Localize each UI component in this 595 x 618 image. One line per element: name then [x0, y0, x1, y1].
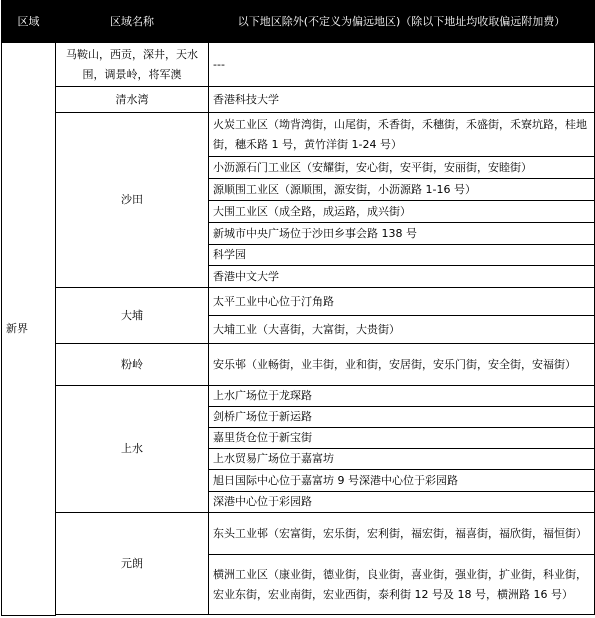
area-name-cell: 大埔: [56, 288, 209, 344]
detail-cell: 上水贸易广场位于嘉富坊: [209, 449, 595, 470]
detail-cell: 剑桥广场位于新运路: [209, 407, 595, 428]
table-header-row: [2, 1, 595, 43]
detail-cell: 旭日国际中心位于嘉富坊 9 号深港中心位于彩园路: [209, 470, 595, 492]
area-name-cell: 元朗: [56, 513, 209, 615]
remote-area-table: [1, 0, 595, 616]
area-name-cell: 沙田: [56, 113, 209, 288]
table-row: [2, 43, 595, 87]
detail-cell: 上水广场位于龙琛路: [209, 386, 595, 407]
detail-cell: 太平工业中心位于汀角路: [209, 288, 595, 316]
header-area-name: 区域名称: [56, 1, 209, 43]
header-area: 区域: [2, 1, 56, 43]
table-row: [2, 87, 595, 113]
detail-cell: 小沥源石门工业区（安耀街，安心街，安平街，安丽街，安睦街）: [209, 157, 595, 179]
detail-cell: 嘉里货仓位于新宝街: [209, 428, 595, 449]
detail-cell: 安乐邨（业畅街，业丰街，业和街，安居街，安乐门街，安全街，安福街）: [209, 344, 595, 386]
header-exclude: 以下地区除外(不定义为偏远地区)（除以下地址均收取偏远附加费）: [209, 1, 595, 43]
detail-cell: 火炭工业区（坳背湾街，山尾街，禾香街，禾穗街，禾盛街，禾寮坑路，桂地街，穗禾路 1 号，黄竹洋街 1-24 号）: [209, 113, 595, 157]
detail-cell: 东头工业邨（宏富街，宏乐街，宏利街，福宏街，福喜街，福欣街，福恒街）: [209, 513, 595, 555]
detail-cell: 大围工业区（成全路，成运路，成兴街）: [209, 201, 595, 223]
region-cell: 新界: [2, 43, 56, 616]
area-name-cell: 上水: [56, 386, 209, 513]
table-row: [2, 386, 595, 407]
detail-cell: 香港科技大学: [209, 87, 595, 113]
detail-cell: 横洲工业区（康业街，德业街，良业街，喜业街，强业街，扩业街，科业街，宏业东街，宏业南街，宏业西街，泰利街 12 号及 18 号，横洲路 16 号）: [209, 555, 595, 615]
table-row: [2, 113, 595, 157]
detail-cell: 科学园: [209, 245, 595, 266]
table-row: [2, 344, 595, 386]
area-name-cell: 粉岭: [56, 344, 209, 386]
table-row: [2, 288, 595, 316]
detail-cell: 大埔工业（大喜街，大富街，大贵街）: [209, 316, 595, 344]
detail-cell: 香港中文大学: [209, 266, 595, 288]
area-name-cell: 马鞍山，西贡，深井，天水围，调景岭，将军澳: [56, 43, 209, 87]
area-name-cell: 清水湾: [56, 87, 209, 113]
detail-cell: ---: [209, 43, 595, 87]
detail-cell: 新城市中央广场位于沙田乡事会路 138 号: [209, 223, 595, 245]
table-row: [2, 513, 595, 555]
detail-cell: 深港中心位于彩园路: [209, 492, 595, 513]
detail-cell: 源顺围工业区（源顺围，源安街，小沥源路 1-16 号）: [209, 179, 595, 201]
